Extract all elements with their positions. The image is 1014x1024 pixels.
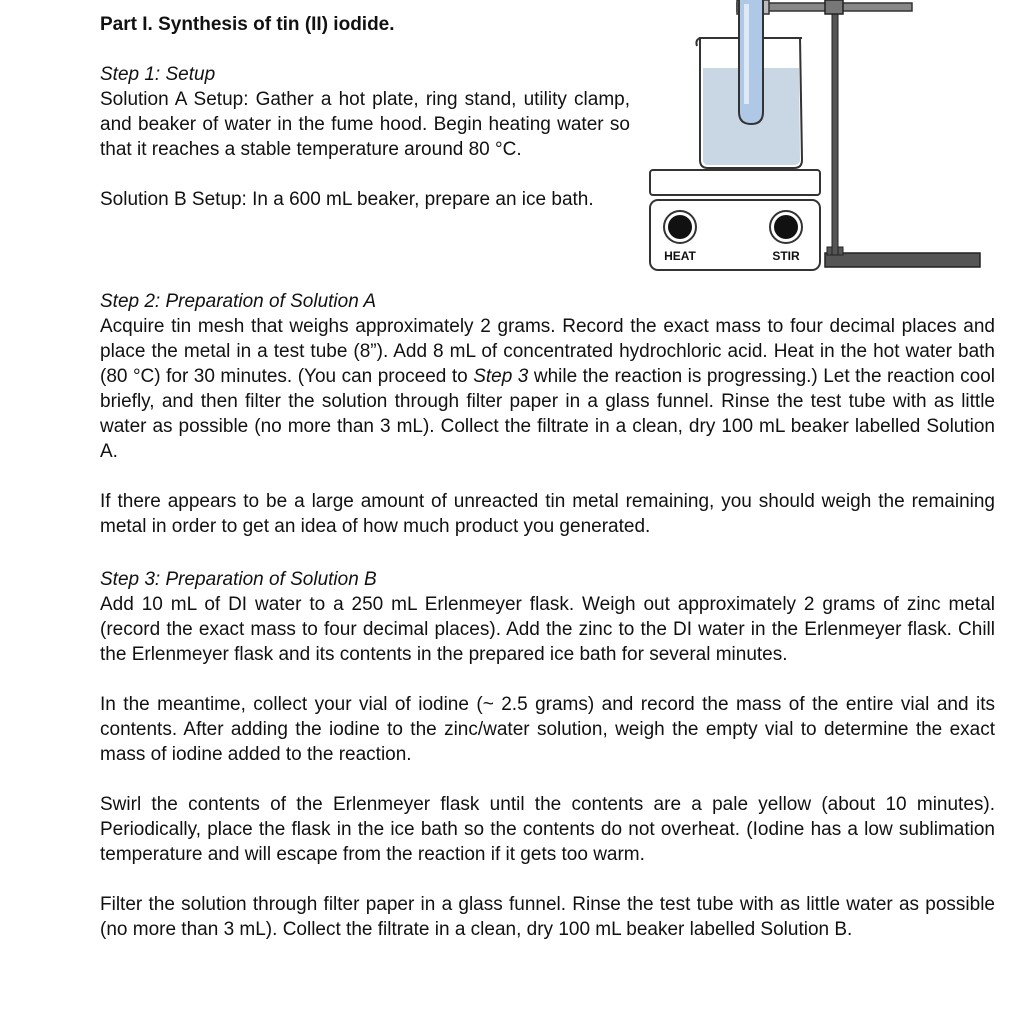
step-2-section [100, 289, 995, 539]
stir-label: STIR [772, 249, 800, 263]
step-3-section [100, 567, 995, 942]
hot-plate-surface [650, 170, 820, 195]
step-3-heading: Step 3: Preparation of Solution B [100, 569, 377, 590]
step-3-paragraph-4: Filter the solution through filter paper in a glass funnel. Rinse the test tube with as little water as possible (no more than 3 mL). Collect the filtrate in a clean, dry 100 mL beaker labelled Solution B. [100, 894, 995, 940]
ring-stand-base [825, 253, 980, 267]
step-2-paragraph-1-end: while the reaction is progressing.) Let the reaction cool briefly, and then filter the solution through filter paper in a glass funnel. Rinse the test tube with as little water as possible (no more than 3 mL). Collect the filtrate in a clean, dry 100 mL beaker labelled Solution A. [100, 366, 995, 462]
stir-knob [774, 215, 798, 239]
step-1-solution-b-paragraph: Solution B Setup: In a 600 mL beaker, prepare an ice bath. [100, 189, 594, 210]
step-2-paragraph-2: If there appears to be a large amount of unreacted tin metal remaining, you should weigh the remaining metal in order to get an idea of how much product you generated. [100, 491, 995, 537]
step-2-heading: Step 2: Preparation of Solution A [100, 291, 377, 312]
step-3-paragraph-3: Swirl the contents of the Erlenmeyer flask until the contents are a pale yellow (about 10 minutes). Periodically, place the flask in the ice bath so the contents do not overheat. (Iodine has a low sublimation temperature and will escape from the reaction if it gets too warm. [100, 794, 995, 865]
ring-stand-rod [832, 0, 838, 255]
step-1-section [100, 62, 630, 212]
heat-knob [668, 215, 692, 239]
step-1-solution-a-paragraph: Solution A Setup: Gather a hot plate, ring stand, utility clamp, and beaker of water in the fume hood. Begin heating water so that it reaches a stable temperature around 80 °C. [100, 89, 630, 160]
step-3-paragraph-1: Add 10 mL of DI water to a 250 mL Erlenmeyer flask. Weigh out approximately 2 grams of zinc metal (record the exact mass to four decimal places). Add the zinc to the DI water in the Erlenmeyer flask. Chill the Erlenmeyer flask and its contents in the prepared ice bath for several minutes. [100, 594, 995, 665]
step-3-paragraph-2: In the meantime, collect your vial of iodine (~ 2.5 grams) and record the mass of the entire vial and its contents. After adding the iodine to the zinc/water solution, weigh the empty vial to determine the exact mass of iodine added to the reaction. [100, 694, 995, 765]
step-2-paragraph-1 [100, 314, 995, 464]
heat-label: HEAT [664, 249, 696, 263]
step-1-heading: Step 1: Setup [100, 64, 216, 85]
hot-plate-setup-illustration [645, 0, 985, 275]
test-tube [739, 0, 763, 124]
step-2-paragraph-1-start: Acquire tin mesh that weighs approximately 2 grams. Record the exact mass to four decimal places and place the metal in a test tube (8”). Add 8 mL of concentrated hydrochloric acid. Heat in the hot water bath (80 °C) for 30 minutes. (You can proceed to [100, 316, 995, 387]
test-tube-highlight [744, 4, 749, 104]
clamp-knob [825, 0, 843, 14]
page-title: Part I. Synthesis of tin (II) iodide. [100, 14, 395, 35]
step-3-reference: Step 3 [473, 366, 529, 387]
